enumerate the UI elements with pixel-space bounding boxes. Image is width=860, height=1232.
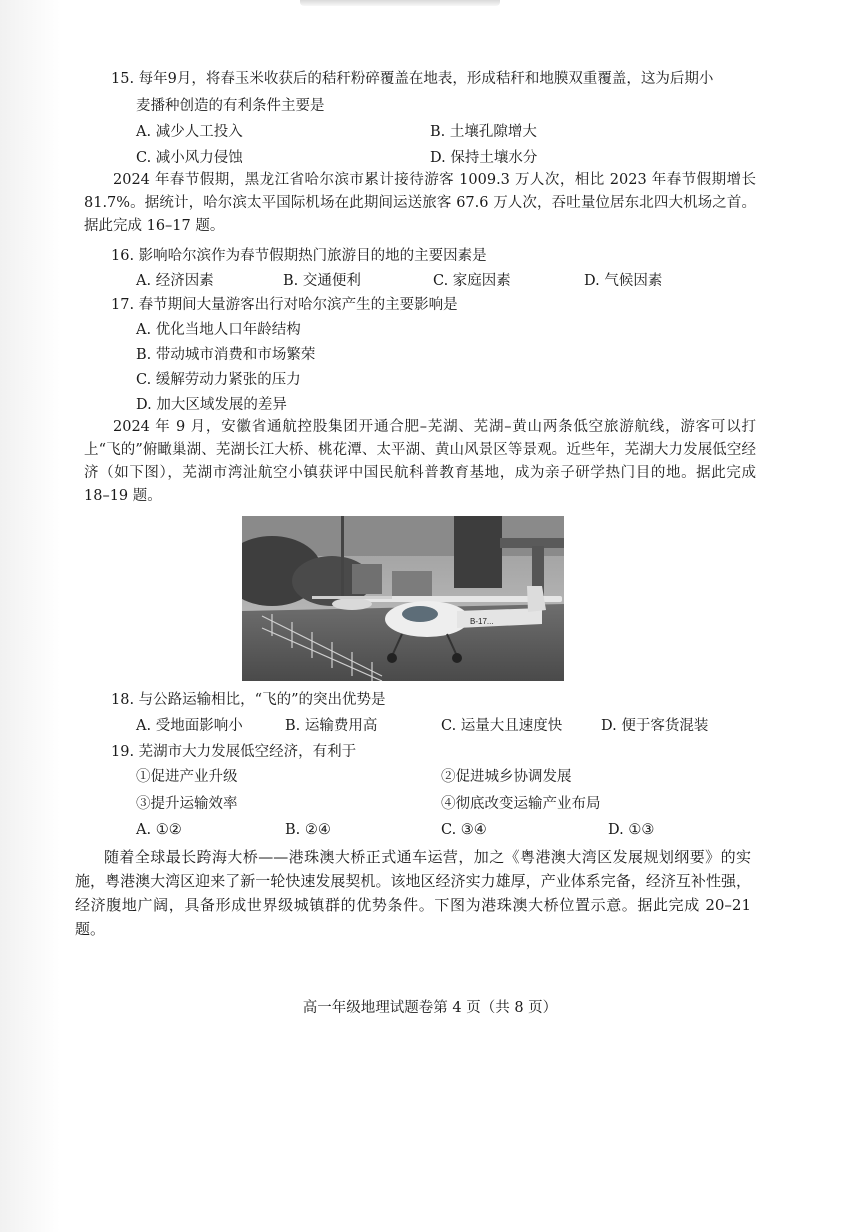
passage-16-17: 2024 年春节假期，黑龙江省哈尔滨市累计接待游客 1009.3 万人次，相比 2023 年春节假期增长 81.7%。据统计，哈尔滨太平国际机场在此期间运送旅客 67.6 万人次，吞吐量位居东北四大机场之首。据此完成 16–17 题。 xyxy=(84,172,756,234)
q18-option-d: D. 便于客货混装 xyxy=(601,718,709,734)
q19-option-b: B. ②④ xyxy=(285,822,331,838)
q16-option-c: C. 家庭因素 xyxy=(433,273,511,289)
q17-option-c: C. 缓解劳动力紧张的压力 xyxy=(136,372,301,388)
q17-option-b: B. 带动城市消费和市场繁荣 xyxy=(136,347,316,363)
q15-option-d: D. 保持土壤水分 xyxy=(430,150,538,166)
aircraft-registration: B-17... xyxy=(470,617,494,626)
page-footer: 高一年级地理试题卷第 4 页（共 8 页） xyxy=(302,1000,558,1016)
q19-stem: 19. 芜湖市大力发展低空经济，有利于 xyxy=(111,744,357,760)
q16-stem: 16. 影响哈尔滨作为春节假期热门旅游目的地的主要因素是 xyxy=(111,248,487,264)
q16-option-b: B. 交通便利 xyxy=(283,273,361,289)
q15-option-b: B. 土壤孔隙增大 xyxy=(430,124,537,140)
q19-option-c: C. ③④ xyxy=(441,822,487,838)
q18-option-b: B. 运输费用高 xyxy=(285,718,378,734)
light-aircraft-image xyxy=(242,516,564,681)
q18-option-c: C. 运量大且速度快 xyxy=(441,718,563,734)
scan-shadow xyxy=(0,0,60,1232)
q17-option-d: D. 加大区域发展的差异 xyxy=(136,397,287,413)
q19-option-a: A. ①② xyxy=(136,822,182,838)
q17-option-a: A. 优化当地人口年龄结构 xyxy=(136,322,301,338)
passage-18-19: 2024 年 9 月，安徽省通航控股集团开通合肥–芜湖、芜湖–黄山两条低空旅游航线，游客可以打上“飞的”俯瞰巢湖、芜湖长江大桥、桃花潭、太平湖、黄山风景区等景观。近些年，芜湖大力发展低空经济（如下图），芜湖市湾沚航空小镇获评中国民航科普教育基地，成为亲子研学热门目的地。据此完成 18–19 题。 xyxy=(84,419,756,504)
q17-stem: 17. 春节期间大量游客出行对哈尔滨产生的主要影响是 xyxy=(111,297,458,313)
q19-option-d: D. ①③ xyxy=(608,822,655,838)
scan-mark xyxy=(300,0,500,6)
q15-stem-line2: 麦播种创造的有利条件主要是 xyxy=(136,98,325,114)
q15-stem-line1: 15. 每年9月，将春玉米收获后的秸秆粉碎覆盖在地表，形成秸秆和地膜双重覆盖，这为后期小 xyxy=(111,71,714,87)
q15-option-a: A. 减少人工投入 xyxy=(136,124,243,140)
q18-option-a: A. 受地面影响小 xyxy=(136,718,243,734)
q19-statement-4: ④彻底改变运输产业布局 xyxy=(441,796,601,812)
q19-statement-2: ②促进城乡协调发展 xyxy=(441,769,572,785)
q16-option-a: A. 经济因素 xyxy=(136,273,214,289)
aircraft-photo xyxy=(242,516,564,681)
q15-option-c: C. 减小风力侵蚀 xyxy=(136,150,243,166)
passage-20-21: 随着全球最长跨海大桥——港珠澳大桥正式通车运营，加之《粤港澳大湾区发展规划纲要》的实施，粤港澳大湾区迎来了新一轮快速发展契机。该地区经济实力雄厚，产业体系完备，经济互补性强，经济腹地广阔，具备形成世界级城镇群的优势条件。下图为港珠澳大桥位置示意。据此完成 20–21 题。 xyxy=(75,848,751,938)
q19-statement-1: ①促进产业升级 xyxy=(136,769,238,785)
q16-option-d: D. 气候因素 xyxy=(584,273,663,289)
q19-statement-3: ③提升运输效率 xyxy=(136,796,238,812)
q18-stem: 18. 与公路运输相比，“飞的”的突出优势是 xyxy=(111,692,386,708)
